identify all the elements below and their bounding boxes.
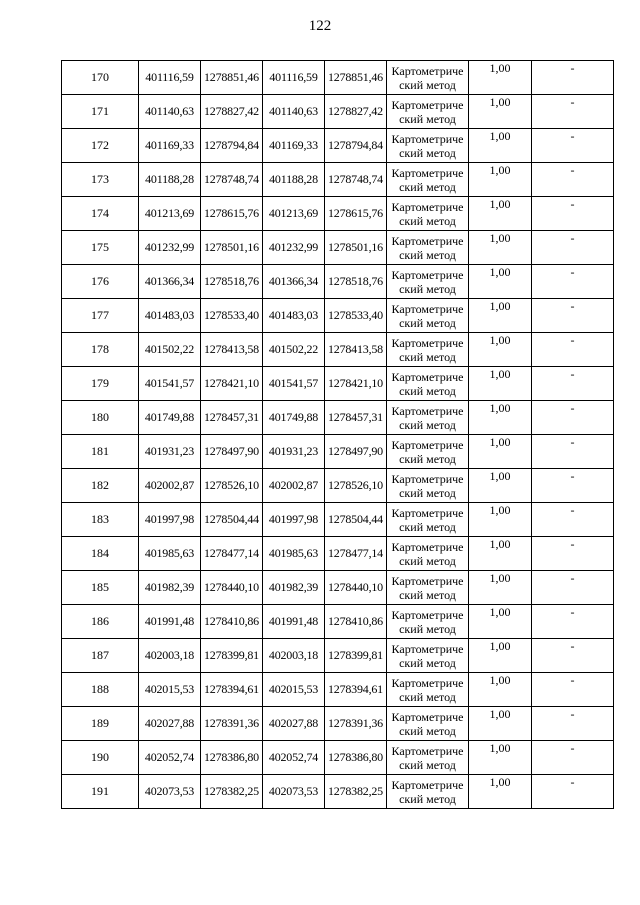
x-coordinate: 401749,88 [139,401,201,435]
point-number: 183 [62,503,139,537]
method-cell [387,639,469,673]
y-coordinate: 1278410,86 [201,605,263,639]
point-number: 170 [62,61,139,95]
y-coordinate: 1278382,25 [201,775,263,809]
empty-value-dash: - [532,537,614,571]
y-coordinate-repeat: 1278413,58 [325,333,387,367]
method-cell [387,129,469,163]
y-coordinate-repeat: 1278526,10 [325,469,387,503]
y-coordinate: 1278827,42 [201,95,263,129]
y-coordinate-repeat: 1278504,44 [325,503,387,537]
method-text-line2: ский метод [399,281,456,296]
method-cell [387,95,469,129]
y-coordinate-repeat: 1278748,74 [325,163,387,197]
method-cell [387,503,469,537]
table-row [62,673,614,707]
point-number: 175 [62,231,139,265]
y-coordinate-repeat: 1278391,36 [325,707,387,741]
method-text-line1: Картометриче [391,267,464,282]
method-text-line1: Картометриче [391,131,464,146]
accuracy-value: 1,00 [469,129,532,163]
table-body [62,61,614,809]
method-text-line1: Картометриче [391,63,464,78]
x-coordinate: 401931,23 [139,435,201,469]
method-text-line1: Картометриче [391,97,464,112]
y-coordinate-repeat: 1278421,10 [325,367,387,401]
method-cell [387,401,469,435]
method-text-line2: ский метод [399,77,456,92]
point-number: 190 [62,741,139,775]
method-text-line2: ский метод [399,315,456,330]
y-coordinate-repeat: 1278533,40 [325,299,387,333]
method-text-line2: ский метод [399,587,456,602]
table-row [62,537,614,571]
x-coordinate: 401985,63 [139,537,201,571]
y-coordinate-repeat: 1278518,76 [325,265,387,299]
y-coordinate-repeat: 1278386,80 [325,741,387,775]
table-row [62,401,614,435]
page-number: 122 [308,18,332,34]
method-text-line2: ский метод [399,723,456,738]
y-coordinate: 1278794,84 [201,129,263,163]
table-row [62,639,614,673]
x-coordinate-repeat: 401931,23 [263,435,325,469]
accuracy-value: 1,00 [469,401,532,435]
point-number: 182 [62,469,139,503]
y-coordinate-repeat: 1278827,42 [325,95,387,129]
method-text-line1: Картометриче [391,301,464,316]
empty-value-dash: - [532,571,614,605]
accuracy-value: 1,00 [469,163,532,197]
point-number: 187 [62,639,139,673]
y-coordinate: 1278748,74 [201,163,263,197]
empty-value-dash: - [532,469,614,503]
method-text-line1: Картометриче [391,641,464,656]
method-text-line1: Картометриче [391,437,464,452]
y-coordinate: 1278394,61 [201,673,263,707]
empty-value-dash: - [532,333,614,367]
point-number: 191 [62,775,139,809]
y-coordinate: 1278518,76 [201,265,263,299]
empty-value-dash: - [532,605,614,639]
method-text-line1: Картометриче [391,777,464,792]
y-coordinate: 1278497,90 [201,435,263,469]
method-cell [387,707,469,741]
table-row [62,571,614,605]
empty-value-dash: - [532,299,614,333]
method-cell [387,469,469,503]
x-coordinate: 402002,87 [139,469,201,503]
table-row [62,61,614,95]
empty-value-dash: - [532,741,614,775]
empty-value-dash: - [532,95,614,129]
method-text-line2: ский метод [399,519,456,534]
table-row [62,163,614,197]
method-text-line2: ский метод [399,621,456,636]
y-coordinate: 1278504,44 [201,503,263,537]
method-text-line2: ский метод [399,689,456,704]
method-text-line1: Картометриче [391,403,464,418]
method-cell [387,537,469,571]
empty-value-dash: - [532,197,614,231]
empty-value-dash: - [532,435,614,469]
x-coordinate: 402052,74 [139,741,201,775]
point-number: 174 [62,197,139,231]
method-text-line2: ский метод [399,417,456,432]
accuracy-value: 1,00 [469,61,532,95]
x-coordinate-repeat: 401483,03 [263,299,325,333]
table-row [62,469,614,503]
x-coordinate-repeat: 401991,48 [263,605,325,639]
method-cell [387,299,469,333]
point-number: 184 [62,537,139,571]
method-cell [387,673,469,707]
method-cell [387,775,469,809]
y-coordinate-repeat: 1278399,81 [325,639,387,673]
method-text-line2: ский метод [399,655,456,670]
accuracy-value: 1,00 [469,605,532,639]
accuracy-value: 1,00 [469,741,532,775]
accuracy-value: 1,00 [469,435,532,469]
x-coordinate: 401991,48 [139,605,201,639]
method-text-line1: Картометриче [391,505,464,520]
method-text-line2: ский метод [399,213,456,228]
accuracy-value: 1,00 [469,469,532,503]
point-number: 177 [62,299,139,333]
x-coordinate: 402027,88 [139,707,201,741]
x-coordinate-repeat: 401169,33 [263,129,325,163]
x-coordinate: 401366,34 [139,265,201,299]
x-coordinate: 401997,98 [139,503,201,537]
x-coordinate: 401188,28 [139,163,201,197]
y-coordinate-repeat: 1278851,46 [325,61,387,95]
table-row [62,333,614,367]
x-coordinate-repeat: 401213,69 [263,197,325,231]
y-coordinate-repeat: 1278794,84 [325,129,387,163]
x-coordinate: 401116,59 [139,61,201,95]
method-text-line2: ский метод [399,553,456,568]
x-coordinate-repeat: 401985,63 [263,537,325,571]
x-coordinate: 401140,63 [139,95,201,129]
accuracy-value: 1,00 [469,197,532,231]
y-coordinate: 1278391,36 [201,707,263,741]
y-coordinate: 1278851,46 [201,61,263,95]
accuracy-value: 1,00 [469,299,532,333]
table-row [62,775,614,809]
table-row [62,741,614,775]
method-text-line2: ский метод [399,179,456,194]
method-text-line2: ский метод [399,349,456,364]
y-coordinate: 1278421,10 [201,367,263,401]
accuracy-value: 1,00 [469,639,532,673]
x-coordinate-repeat: 401116,59 [263,61,325,95]
method-cell [387,333,469,367]
method-text-line1: Картометриче [391,233,464,248]
method-text-line1: Картометриче [391,675,464,690]
accuracy-value: 1,00 [469,537,532,571]
point-number: 171 [62,95,139,129]
method-cell [387,367,469,401]
y-coordinate: 1278399,81 [201,639,263,673]
point-number: 180 [62,401,139,435]
table-row [62,299,614,333]
point-number: 179 [62,367,139,401]
accuracy-value: 1,00 [469,333,532,367]
coordinates-table [61,60,614,809]
x-coordinate: 402015,53 [139,673,201,707]
method-text-line1: Картометриче [391,369,464,384]
y-coordinate: 1278413,58 [201,333,263,367]
method-text-line2: ский метод [399,145,456,160]
y-coordinate: 1278386,80 [201,741,263,775]
table-row [62,231,614,265]
x-coordinate: 401483,03 [139,299,201,333]
method-cell [387,741,469,775]
table-row [62,95,614,129]
empty-value-dash: - [532,129,614,163]
accuracy-value: 1,00 [469,503,532,537]
y-coordinate-repeat: 1278394,61 [325,673,387,707]
method-text-line1: Картометриче [391,709,464,724]
method-text-line1: Картометриче [391,471,464,486]
accuracy-value: 1,00 [469,231,532,265]
y-coordinate: 1278533,40 [201,299,263,333]
method-text-line1: Картометриче [391,165,464,180]
empty-value-dash: - [532,265,614,299]
y-coordinate-repeat: 1278457,31 [325,401,387,435]
x-coordinate-repeat: 401140,63 [263,95,325,129]
y-coordinate: 1278457,31 [201,401,263,435]
method-text-line2: ский метод [399,247,456,262]
method-cell [387,61,469,95]
y-coordinate: 1278477,14 [201,537,263,571]
point-number: 172 [62,129,139,163]
table-row [62,605,614,639]
table-row [62,367,614,401]
empty-value-dash: - [532,163,614,197]
empty-value-dash: - [532,367,614,401]
point-number: 176 [62,265,139,299]
y-coordinate: 1278526,10 [201,469,263,503]
point-number: 189 [62,707,139,741]
y-coordinate: 1278501,16 [201,231,263,265]
table-row [62,707,614,741]
x-coordinate-repeat: 401982,39 [263,571,325,605]
x-coordinate-repeat: 401502,22 [263,333,325,367]
empty-value-dash: - [532,401,614,435]
y-coordinate-repeat: 1278615,76 [325,197,387,231]
method-cell [387,231,469,265]
x-coordinate: 402073,53 [139,775,201,809]
x-coordinate: 402003,18 [139,639,201,673]
method-cell [387,163,469,197]
x-coordinate: 401169,33 [139,129,201,163]
y-coordinate-repeat: 1278382,25 [325,775,387,809]
table-row [62,503,614,537]
method-cell [387,197,469,231]
x-coordinate-repeat: 401541,57 [263,367,325,401]
x-coordinate: 401232,99 [139,231,201,265]
point-number: 181 [62,435,139,469]
point-number: 185 [62,571,139,605]
point-number: 186 [62,605,139,639]
y-coordinate-repeat: 1278410,86 [325,605,387,639]
method-text-line2: ский метод [399,757,456,772]
empty-value-dash: - [532,231,614,265]
method-cell [387,435,469,469]
x-coordinate-repeat: 402015,53 [263,673,325,707]
accuracy-value: 1,00 [469,265,532,299]
empty-value-dash: - [532,673,614,707]
table-row [62,197,614,231]
y-coordinate: 1278615,76 [201,197,263,231]
accuracy-value: 1,00 [469,367,532,401]
empty-value-dash: - [532,503,614,537]
accuracy-value: 1,00 [469,707,532,741]
point-number: 178 [62,333,139,367]
point-number: 188 [62,673,139,707]
x-coordinate: 401502,22 [139,333,201,367]
x-coordinate-repeat: 401997,98 [263,503,325,537]
y-coordinate: 1278440,10 [201,571,263,605]
table-row [62,435,614,469]
method-text-line2: ский метод [399,383,456,398]
accuracy-value: 1,00 [469,775,532,809]
x-coordinate: 401213,69 [139,197,201,231]
method-text-line2: ский метод [399,485,456,500]
x-coordinate: 401541,57 [139,367,201,401]
y-coordinate-repeat: 1278477,14 [325,537,387,571]
method-text-line1: Картометриче [391,607,464,622]
method-text-line1: Картометриче [391,539,464,554]
y-coordinate-repeat: 1278440,10 [325,571,387,605]
x-coordinate: 401982,39 [139,571,201,605]
accuracy-value: 1,00 [469,673,532,707]
method-cell [387,605,469,639]
x-coordinate-repeat: 401188,28 [263,163,325,197]
method-text-line1: Картометриче [391,743,464,758]
accuracy-value: 1,00 [469,571,532,605]
method-text-line2: ский метод [399,791,456,806]
y-coordinate-repeat: 1278501,16 [325,231,387,265]
accuracy-value: 1,00 [469,95,532,129]
method-text-line2: ский метод [399,451,456,466]
table-row [62,129,614,163]
empty-value-dash: - [532,707,614,741]
empty-value-dash: - [532,775,614,809]
x-coordinate-repeat: 402052,74 [263,741,325,775]
x-coordinate-repeat: 401232,99 [263,231,325,265]
x-coordinate-repeat: 402073,53 [263,775,325,809]
method-text-line1: Картометриче [391,199,464,214]
method-text-line1: Картометриче [391,335,464,350]
method-text-line1: Картометриче [391,573,464,588]
method-text-line2: ский метод [399,111,456,126]
table-row [62,265,614,299]
empty-value-dash: - [532,639,614,673]
x-coordinate-repeat: 401749,88 [263,401,325,435]
point-number: 173 [62,163,139,197]
x-coordinate-repeat: 401366,34 [263,265,325,299]
method-cell [387,571,469,605]
x-coordinate-repeat: 402027,88 [263,707,325,741]
x-coordinate-repeat: 402003,18 [263,639,325,673]
x-coordinate-repeat: 402002,87 [263,469,325,503]
method-cell [387,265,469,299]
y-coordinate-repeat: 1278497,90 [325,435,387,469]
empty-value-dash: - [532,61,614,95]
